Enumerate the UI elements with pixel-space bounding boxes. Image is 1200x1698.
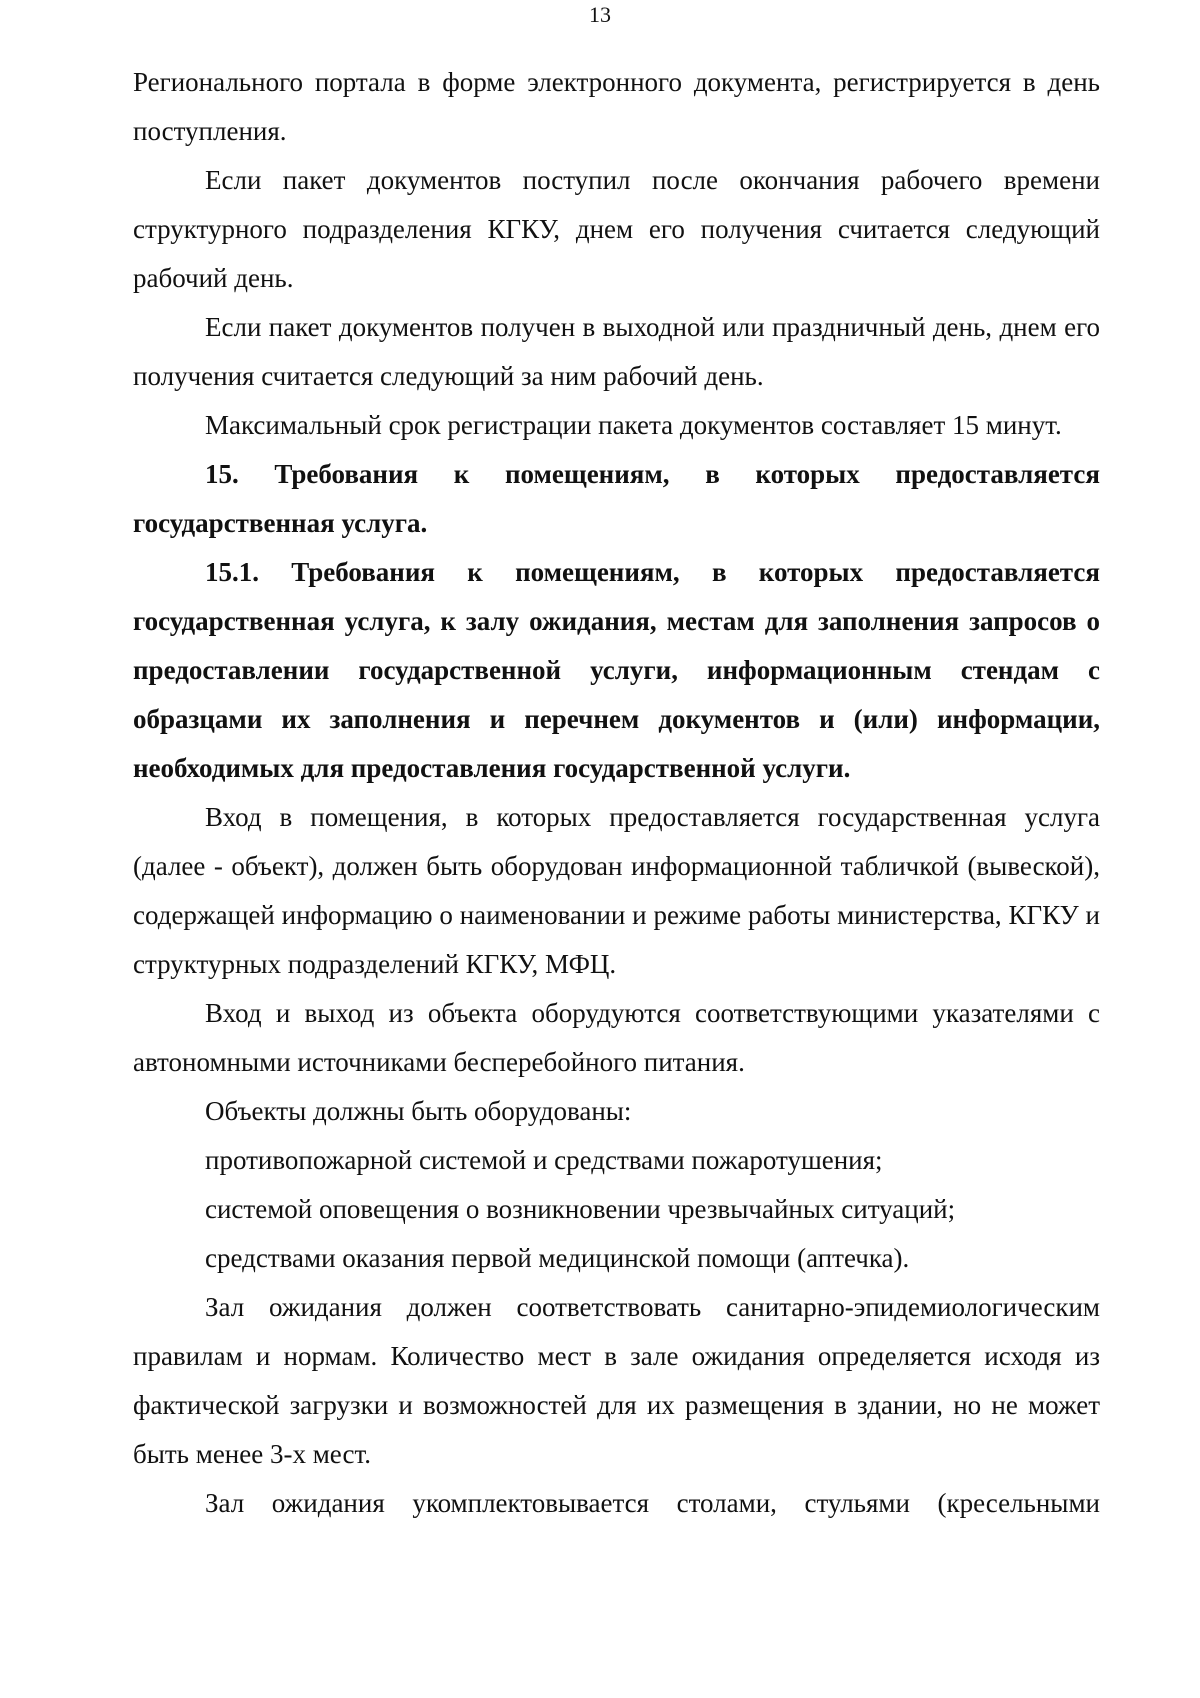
- paragraph: Вход и выход из объекта оборудуются соответствующими указателями с автономными источниками бесперебойного питания.: [133, 998, 1100, 1077]
- list-item: противопожарной системой и средствами пожаротушения;: [205, 1145, 883, 1175]
- section-heading-15: 15. Требования к помещениям, в которых предоставляется государственная услуга.: [133, 459, 1100, 538]
- paragraph: Максимальный срок регистрации пакета документов составляет 15 минут.: [205, 410, 1062, 440]
- paragraph: Объекты должны быть оборудованы:: [205, 1096, 632, 1126]
- page-number: 13: [589, 2, 611, 27]
- paragraph: Зал ожидания укомплектовывается столами, стульями (кресельными: [205, 1488, 1100, 1518]
- section-heading-15-1: 15.1. Требования к помещениям, в которых предоставляется государственная услуга, к залу ожидания, местам для заполнения запросов о предоставлении государственной услуги, информационным стендам с образцами их заполнения и перечнем документов и (или) информации, необходимых для предоставления государственной услуги.: [133, 557, 1100, 783]
- paragraph: Регионального портала в форме электронного документа, регистрируется в день поступления.: [133, 67, 1100, 146]
- paragraph: Вход в помещения, в которых предоставляется государственная услуга (далее - объект), должен быть оборудован информационной табличкой (вывеской), содержащей информацию о наименовании и режиме работы министерства, КГКУ и структурных подразделений КГКУ, МФЦ.: [133, 802, 1100, 979]
- paragraph: Зал ожидания должен соответствовать санитарно-эпидемиологическим правилам и нормам. Количество мест в зале ожидания определяется исходя из фактической загрузки и возможностей для их размещения в здании, но не может быть менее 3-х мест.: [133, 1292, 1100, 1469]
- list-item: средствами оказания первой медицинской помощи (аптечка).: [205, 1243, 910, 1273]
- document-body: [133, 58, 1100, 1528]
- paragraph: Если пакет документов поступил после окончания рабочего времени структурного подразделения КГКУ, днем его получения считается следующий рабочий день.: [133, 165, 1100, 293]
- paragraph: Если пакет документов получен в выходной или праздничный день, днем его получения считается следующий за ним рабочий день.: [133, 312, 1100, 391]
- list-item: системой оповещения о возникновении чрезвычайных ситуаций;: [205, 1194, 956, 1224]
